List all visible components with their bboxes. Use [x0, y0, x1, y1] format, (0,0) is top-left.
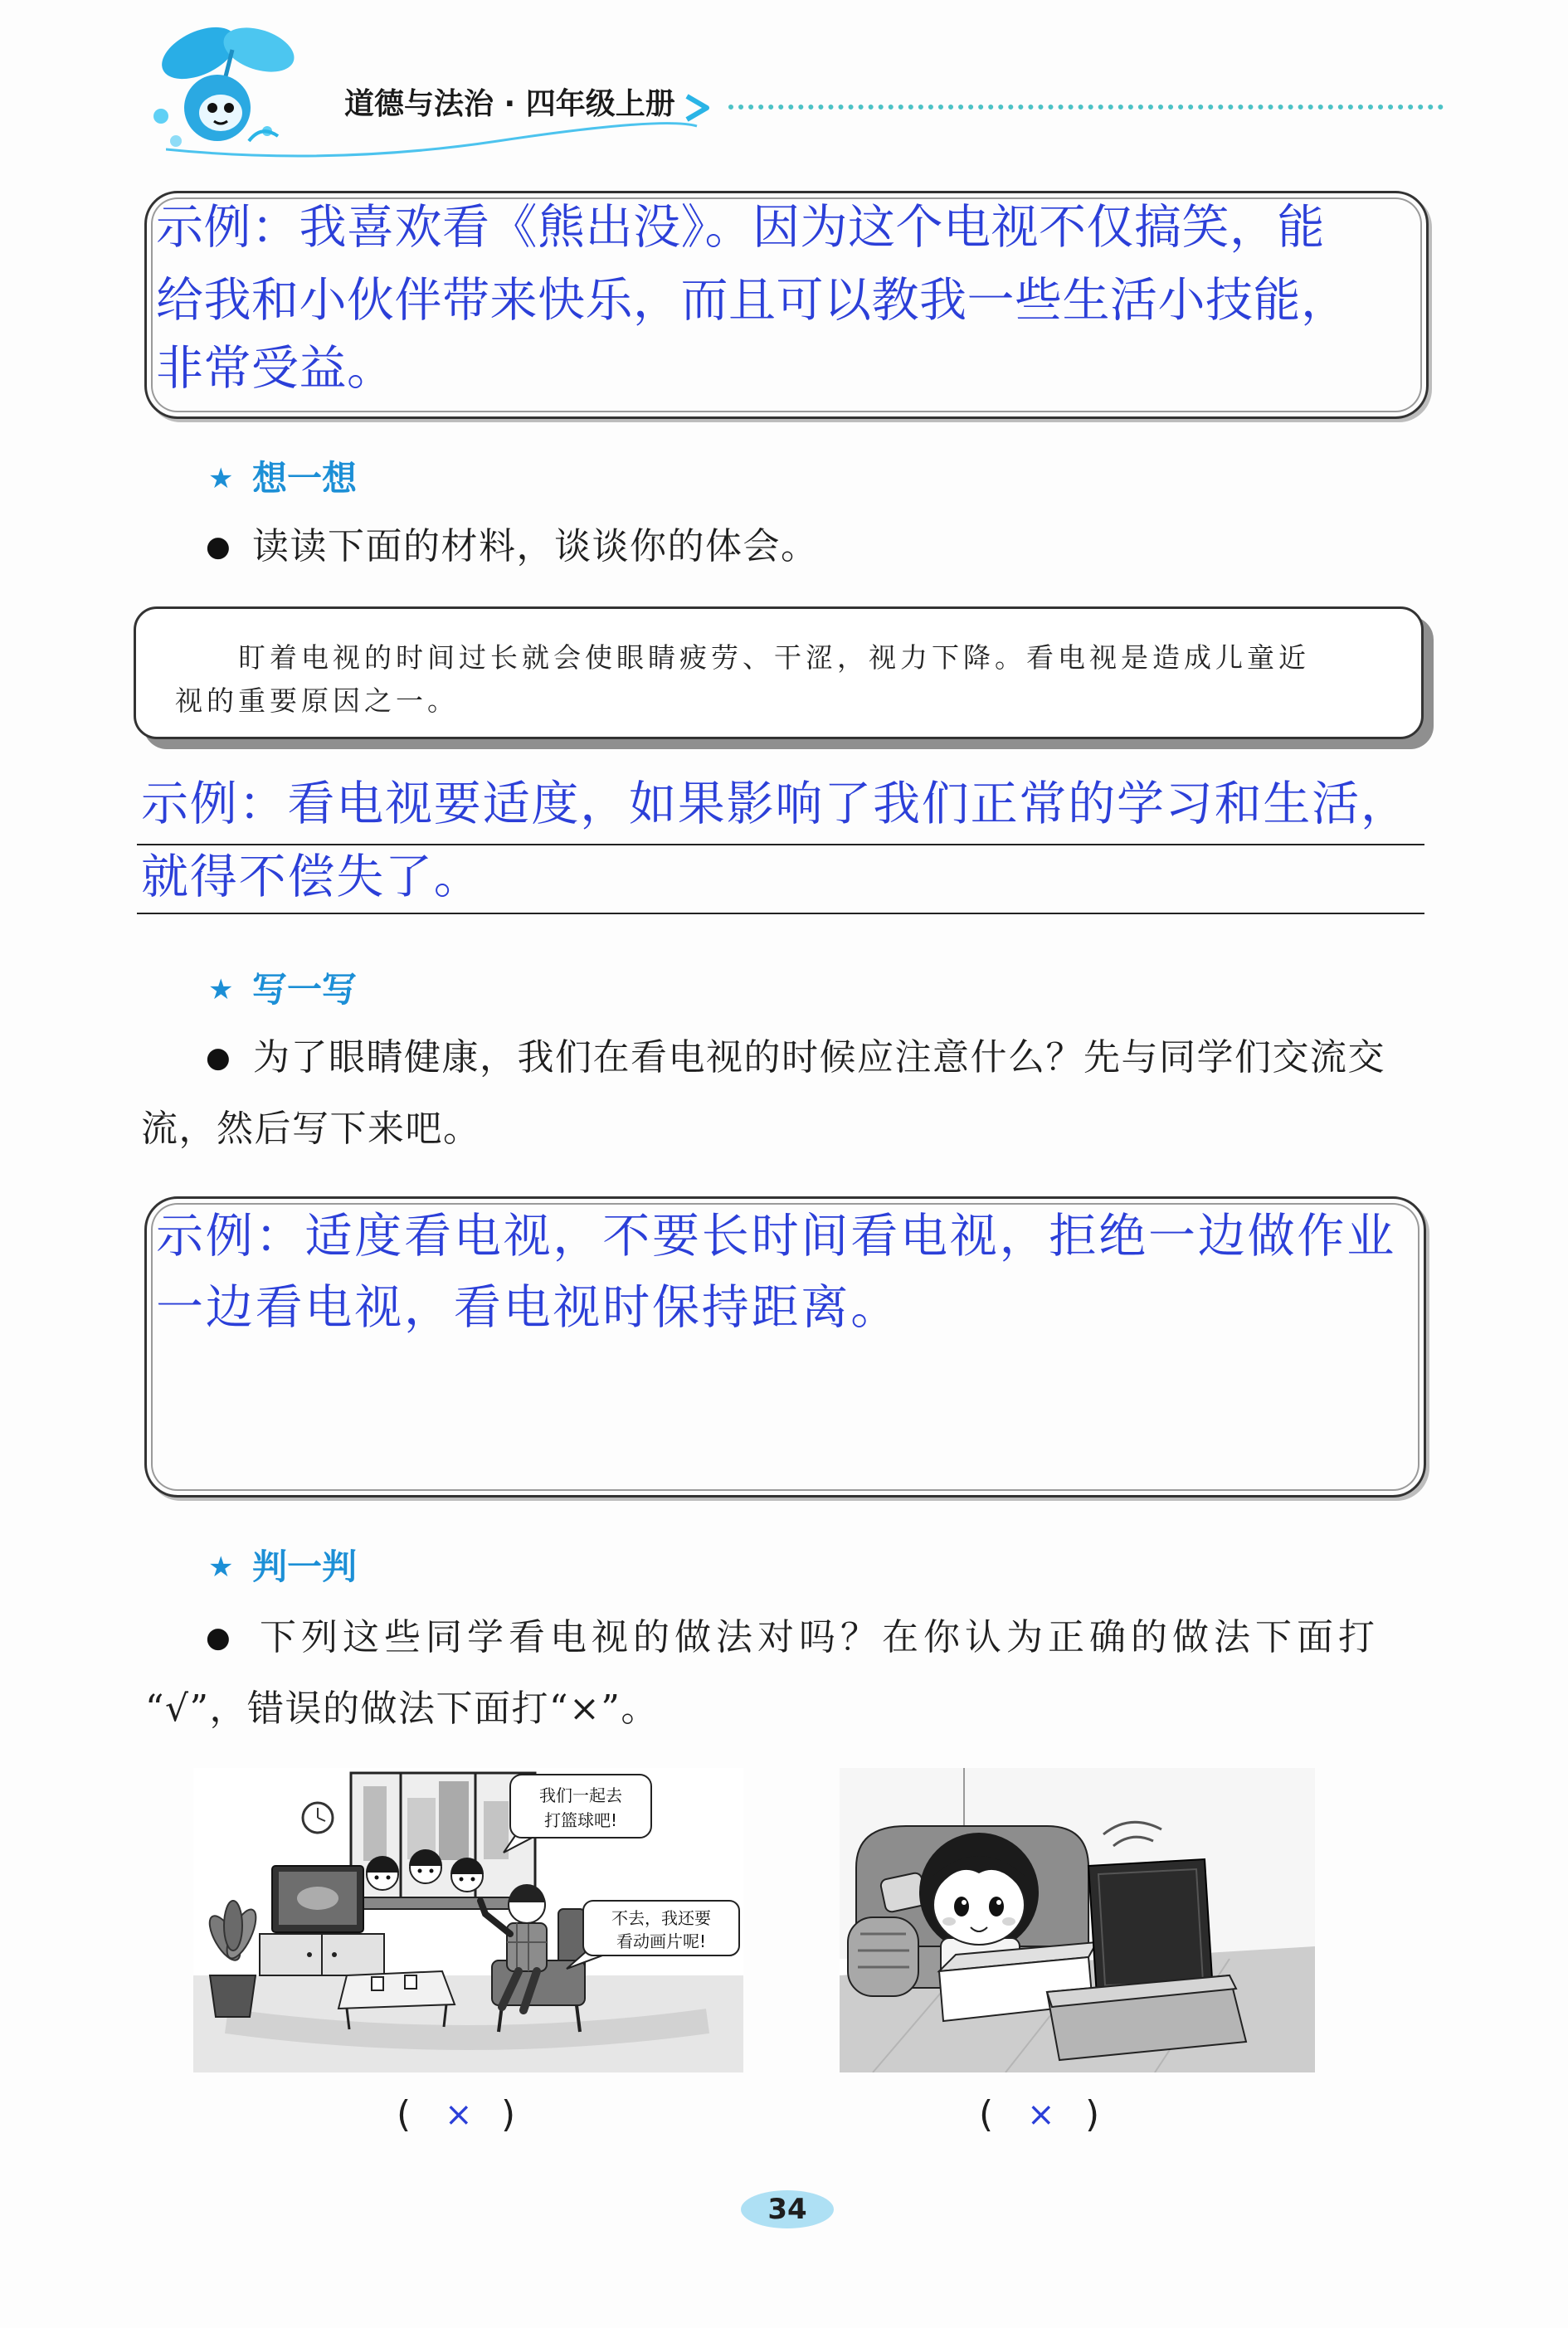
- bubble-text: 我们一起去: [539, 1785, 622, 1805]
- judge-prompt-line: “√”，错误的做法下面打“×”。: [145, 1688, 659, 1730]
- section-title-write: 写一写: [252, 969, 358, 1010]
- answer-paren-close: ): [501, 2093, 516, 2136]
- bubble-text: 不去，我还要: [611, 1908, 711, 1928]
- television: [1088, 1859, 1213, 1996]
- floor: [193, 1975, 743, 2072]
- material-line: 盯着电视的时间过长就会使眼睛疲劳、干涩，视力下降。看电视是造成儿童近: [238, 641, 1310, 674]
- header-dotted-rule: [728, 105, 1444, 110]
- star-icon: ★: [208, 462, 234, 495]
- writing-line: [137, 844, 1424, 845]
- bullet-icon: ●: [206, 1621, 231, 1654]
- girl-close-to-tv-illustration: [840, 1768, 1315, 2072]
- write-prompt-line: 为了眼睛健康，我们在看电视的时候应注意什么？先与同学们交流交: [253, 1036, 1385, 1079]
- star-icon: ★: [208, 1551, 234, 1584]
- material-line: 视的重要原因之一。: [175, 684, 459, 717]
- writing-line: [137, 913, 1424, 914]
- answer-line: 示例：适度看电视，不要长时间看电视，拒绝一边做作业: [156, 1209, 1396, 1264]
- answer-line: 给我和小伙伴带来快乐，而且可以教我一些生活小技能，: [156, 273, 1349, 328]
- answer-line: 示例：看电视要适度，如果影响了我们正常的学习和生活，: [141, 777, 1410, 831]
- answer-paren-open: (: [979, 2093, 994, 2136]
- judge-prompt-line: 下列这些同学看电视的做法对吗？在你认为正确的做法下面打: [260, 1616, 1380, 1658]
- living-room-tv-illustration: [193, 1768, 743, 2072]
- section-title-think: 想一想: [252, 458, 358, 499]
- bubble-text: 看动画片呢!: [616, 1931, 707, 1951]
- television: [272, 1866, 363, 1932]
- judgment-mark-left: ×: [445, 2096, 473, 2134]
- answer-paren-close: ): [1085, 2093, 1100, 2136]
- section-title-judge: 判一判: [252, 1546, 358, 1587]
- star-icon: ★: [208, 973, 234, 1006]
- bullet-icon: ●: [206, 1041, 231, 1074]
- bubble-text: 打篮球吧!: [543, 1810, 618, 1830]
- tv-stand: [260, 1934, 384, 1975]
- answer-line: 就得不偿失了。: [141, 850, 483, 904]
- header-swoosh: [166, 116, 705, 166]
- wall-clock-icon: [303, 1803, 333, 1833]
- think-prompt: 读读下面的材料，谈谈你的体会。: [252, 525, 819, 567]
- answer-paren-open: (: [397, 2093, 411, 2136]
- book-title: 道德与法治 · 四年级上册: [344, 87, 675, 121]
- judgment-mark-right: ×: [1027, 2096, 1055, 2134]
- write-prompt-line: 流，然后写下来吧。: [141, 1108, 481, 1150]
- answer-line: 示例：我喜欢看《熊出没》。因为这个电视不仅搞笑，能: [156, 200, 1325, 255]
- page-number: 34: [741, 2190, 834, 2228]
- answer-line: 一边看电视，看电视时保持距离。: [156, 1280, 900, 1335]
- chevron-right-icon: [682, 91, 718, 124]
- answer-line: 非常受益。: [156, 341, 395, 396]
- bullet-icon: ●: [206, 530, 231, 563]
